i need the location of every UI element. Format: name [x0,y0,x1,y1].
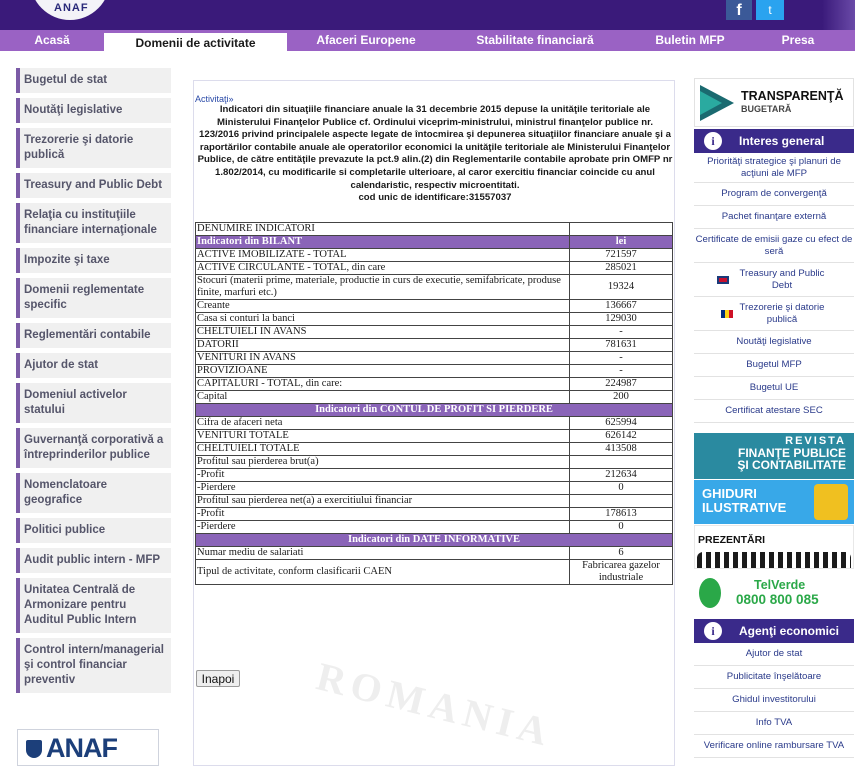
ghiduri-title-1: GHIDURI [702,486,757,501]
indicator-name: VENITURI TOTALE [196,430,570,443]
logo-text: ANAF [54,2,89,14]
anaf-banner[interactable] [17,729,159,766]
site-logo[interactable] [30,0,110,20]
indicator-value: 0 [570,482,673,495]
indicator-name: CHELTUIELI TOTALE [196,443,570,456]
indicator-name: Stocuri (materii prime, materiale, productie in curs de executie, semifabricate, produse finite, marfuri etc.) [196,275,570,300]
tab-acasa[interactable]: Acasă [34,33,70,47]
indicator-name: Numar mediu de salariati [196,547,570,560]
indicator-value: - [570,326,673,339]
audience-icon [697,552,851,568]
indicator-value: 626142 [570,430,673,443]
indicator-name: -Pierdere [196,521,570,534]
ro-flag-icon [721,310,733,318]
table-row [196,521,673,534]
left-sidebar [16,68,171,698]
breadcrumb[interactable]: Activitaţi» [195,94,234,104]
agenti-economici-title: Agenţi economici [739,624,840,638]
table-section-info [196,534,673,547]
tab-presa[interactable]: Presa [781,33,815,47]
telverde-title: TelVerde [754,578,806,592]
indicator-value: 178613 [570,508,673,521]
table-row [196,495,673,508]
indicator-value: 6 [570,547,673,560]
indicator-name: -Profit [196,508,570,521]
telverde-banner[interactable] [694,570,854,616]
interes-general-header [694,129,854,153]
sidebar-item-relatia-institutii[interactable]: Relaţia cu instituţiile financiare internaţionale [16,203,171,243]
indicator-name: -Profit [196,469,570,482]
sidebar-item-politici-publice[interactable]: Politici publice [16,518,171,543]
table-row [196,326,673,339]
indicator-name: CHELTUIELI IN AVANS [196,326,570,339]
interes-general-title: Interes general [739,134,825,148]
site-header [0,0,855,30]
table-row [196,469,673,482]
revista-label: REVISTA [785,435,846,447]
indicator-name: Indicatori din BILANT [196,236,570,249]
link-prioritati[interactable]: Priorităţi strategice şi planuri de acţiuni ale MFP [694,153,854,183]
prezentari-title: PREZENTĂRI [698,534,766,546]
link-ajutor-de-stat[interactable]: Ajutor de stat [694,643,854,666]
main-nav [0,30,855,51]
anaf-logo-text: ANAF [46,733,117,763]
indicators-table [195,222,673,585]
link-noutati-legislative[interactable]: Noutăţi legislative [694,331,854,354]
table-row [196,262,673,275]
link-publicitate[interactable]: Publicitate înşelătoare [694,666,854,689]
table-header-row [196,223,673,236]
table-row [196,339,673,352]
link-treasury[interactable] [694,263,854,297]
sidebar-item-guvernanta[interactable]: Guvernanţă corporativă a întreprinderilor publice [16,428,171,468]
indicator-name: Profitul sau pierderea net(a) a exercitiului financiar [196,495,570,508]
sidebar-item-unitatea-centrala[interactable]: Unitatea Centrală de Armonizare pentru Auditul Public Intern [16,578,171,633]
link-certificat-sec[interactable]: Certificat atestare SEC [694,400,854,423]
indicator-name: -Pierdere [196,482,570,495]
sidebar-item-impozite-taxe[interactable]: Impozite şi taxe [16,248,171,273]
indicator-value: 212634 [570,469,673,482]
indicator-name: Indicatori din CONTUL DE PROFIT SI PIERDERE [196,404,673,417]
transparenta-logo-accent [700,91,722,115]
ghiduri-banner[interactable] [694,480,854,524]
indicator-name: PROVIZIOANE [196,365,570,378]
link-treasury-label: Treasury and Public Debt [739,267,825,291]
heading-text: Indicatori din situaţiile financiare anuale la 31 decembrie 2015 depuse la unităţile teritoriale ale Ministerului Finanţelor Publice cf. Ordinului viceprim-ministrului, ministrul finanţelor publice nr. 123/2016 privind principalele aspecte legate de întocmirea şi depunerea situaţiilor financiare anuale şi a raportărilor contabile anuale ale operatorilor economici la unităţile teritoriale ale Ministerului Finanţelor Publice, de către entităţile prevazute la pct.9 alin.(2) din Reglementarile contabile aprobate prin OMFP nr 1.802/2014, cu modificarile si completarile ulterioare, al caror exercitiu financiar coincide cu anul calendaristic, respectiv microentitati. [197,104,673,191]
tab-buletin-mfp[interactable]: Buletin MFP [655,33,725,47]
table-row [196,391,673,404]
indicator-value: 285021 [570,262,673,275]
twitter-icon[interactable]: t [756,0,784,20]
transparenta-subtitle: BUGETARĂ [741,104,792,114]
cod-identificare: cod unic de identificare:31557037 [358,192,512,204]
indicator-value: 136667 [570,300,673,313]
indicator-value [570,223,673,236]
indicator-value: 721597 [570,249,673,262]
indicator-name: Profitul sau pierderea brut(a) [196,456,570,469]
sidebar-item-control-intern[interactable]: Control intern/managerial şi control financiar preventiv [16,638,171,693]
transparenta-bugetara-banner[interactable] [694,78,854,127]
table-row [196,275,673,300]
main-content [193,80,675,766]
sidebar-item-domeniul-activelor[interactable]: Domeniul activelor statului [16,383,171,423]
link-info-tva[interactable]: Info TVA [694,712,854,735]
ghiduri-title-2: ILUSTRATIVE [702,500,787,515]
link-trezorerie-label: Trezorerie şi datorie publică [739,301,825,325]
indicator-value [570,456,673,469]
telverde-number: 0800 800 085 [736,592,819,607]
prezentari-banner[interactable] [694,525,854,569]
indicator-name: VENITURI IN AVANS [196,352,570,365]
link-pachet-finantare[interactable]: Pachet finanţare externă [694,206,854,229]
facebook-icon[interactable]: f [726,0,752,20]
sidebar-item-nomenclatoare[interactable]: Nomenclatoare geografice [16,473,171,513]
table-row [196,313,673,326]
revista-banner[interactable] [694,433,854,479]
uk-flag-icon [717,276,729,284]
table-section-profit [196,404,673,417]
revista-title-1: FINANŢE PUBLICE [738,446,846,460]
link-verificare-tva[interactable]: Verificare online rambursare TVA [694,735,854,758]
indicator-value: lei [570,236,673,249]
table-row [196,352,673,365]
indicator-name: Casa si conturi la banci [196,313,570,326]
indicator-name: CAPITALURI - TOTAL, din care: [196,378,570,391]
watermark: ROMANIA [312,653,558,756]
indicator-value: 129030 [570,313,673,326]
sidebar-item-reglementari-contabile[interactable]: Reglementări contabile [16,323,171,348]
agenti-economici-header [694,619,854,643]
sidebar-item-ajutor-de-stat[interactable]: Ajutor de stat [16,353,171,378]
table-row [196,456,673,469]
link-certificate-emisii[interactable]: Certificate de emisii gaze cu efect de seră [694,229,854,263]
link-trezorerie[interactable] [694,297,854,331]
tab-stabilitate-financiara[interactable]: Stabilitate financiară [476,33,594,47]
indicator-value: 625994 [570,417,673,430]
table-row [196,508,673,521]
book-icon [814,484,848,520]
page-heading [196,104,674,205]
table-row [196,365,673,378]
table-row [196,430,673,443]
link-bugetul-ue[interactable]: Bugetul UE [694,377,854,400]
info-icon: i [704,132,722,150]
indicator-name: DENUMIRE INDICATORI [196,223,570,236]
indicator-name: ACTIVE IMOBILIZATE - TOTAL [196,249,570,262]
anaf-shield-icon [26,740,42,758]
indicator-value: 19324 [570,275,673,300]
table-row [196,482,673,495]
sidebar-item-noutati-legislative[interactable]: Noutăţi legislative [16,98,171,123]
table-row [196,547,673,560]
tab-afaceri-europene[interactable]: Afaceri Europene [316,33,416,47]
sidebar-item-trezorerie[interactable]: Trezorerie şi datorie publică [16,128,171,168]
indicator-value: 0 [570,521,673,534]
table-row [196,560,673,585]
right-sidebar [694,78,854,766]
table-row [196,417,673,430]
indicator-name: Capital [196,391,570,404]
revista-title-2: ŞI CONTABILITATE [737,458,846,472]
link-program-convergenta[interactable]: Program de convergenţă [694,183,854,206]
indicator-name: Cifra de afaceri neta [196,417,570,430]
indicator-name: ACTIVE CIRCULANTE - TOTAL, din care [196,262,570,275]
indicator-name: Tipul de activitate, conform clasificarii CAEN [196,560,570,585]
indicator-value: Fabricarea gazelor industriale [570,560,673,585]
table-row [196,378,673,391]
link-bugetul-mfp[interactable]: Bugetul MFP [694,354,854,377]
tab-domenii-de-activitate[interactable]: Domenii de activitate [104,33,287,51]
table-row [196,443,673,456]
table-section-bilant [196,236,673,249]
sidebar-item-audit-public[interactable]: Audit public intern - MFP [16,548,171,573]
indicator-name: DATORII [196,339,570,352]
sidebar-item-treasury[interactable]: Treasury and Public Debt [16,173,171,198]
sidebar-item-domenii-reglementate[interactable]: Domenii reglementate specific [16,278,171,318]
indicator-value: - [570,352,673,365]
indicator-value: 224987 [570,378,673,391]
indicator-name: Indicatori din DATE INFORMATIVE [196,534,673,547]
back-button[interactable]: Inapoi [196,670,240,687]
transparenta-title: TRANSPARENŢĂ [741,89,844,103]
indicator-value: 781631 [570,339,673,352]
indicator-value: - [570,365,673,378]
indicator-value: 200 [570,391,673,404]
info-icon: i [704,622,722,640]
sidebar-item-bugetul-de-stat[interactable]: Bugetul de stat [16,68,171,93]
indicator-value [570,495,673,508]
phone-icon [699,578,721,608]
table-row [196,249,673,262]
link-ghidul-investitorului[interactable]: Ghidul investitorului [694,689,854,712]
indicator-value: 413508 [570,443,673,456]
table-row [196,300,673,313]
indicator-name: Creante [196,300,570,313]
header-decoration [822,0,855,30]
